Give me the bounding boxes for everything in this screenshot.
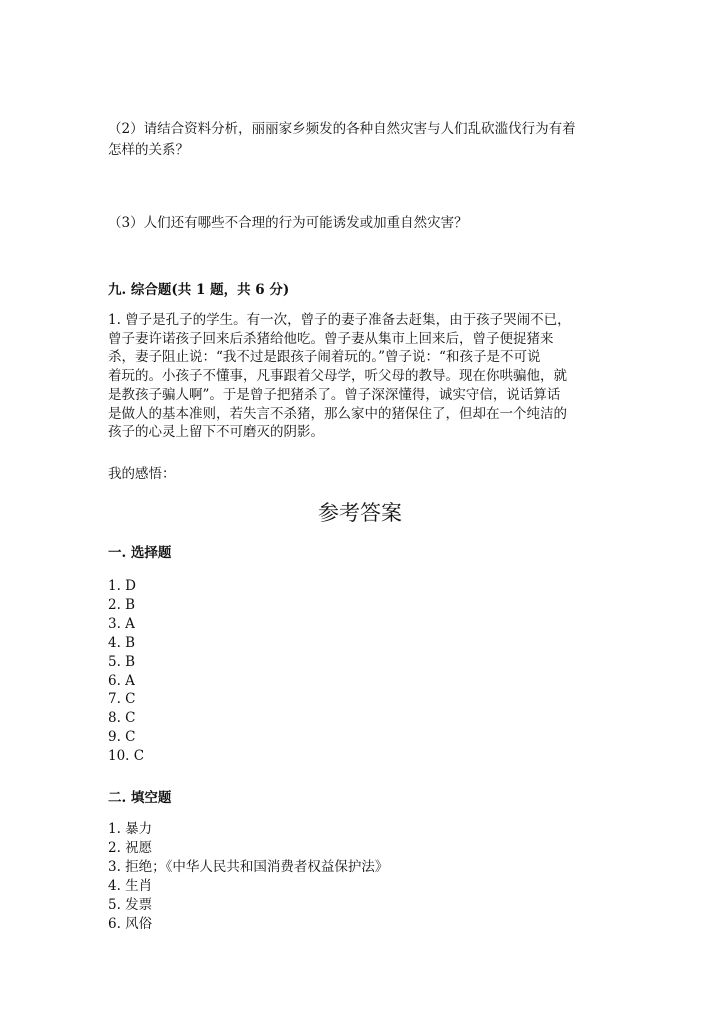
fill-heading: 二. 填空题 bbox=[108, 790, 172, 806]
answer-item: 6. A bbox=[108, 672, 135, 689]
paragraph-line: 孩子的心灵上留下不可磨灭的阴影。 bbox=[108, 424, 324, 441]
story-paragraph bbox=[108, 311, 608, 442]
answer-item: 4. B bbox=[108, 634, 136, 651]
paragraph-line: 是教孩子骗人啊”。于是曾子把猪杀了。曾子深深懂得，诚实守信，说话算话 bbox=[108, 386, 561, 403]
reflection-prompt: 我的感悟： bbox=[108, 466, 176, 482]
answer-item: 3. 拒绝；《中华人民共和国消费者权益保护法》 bbox=[108, 858, 389, 875]
paragraph-line: 1. 曾子是孔子的学生。有一次，曾子的妻子准备去赶集，由于孩子哭闹不已， bbox=[108, 312, 571, 328]
question-3: （3）人们还有哪些不合理的行为可能诱发或加重自然灾害？ bbox=[108, 215, 468, 231]
answer-item: 6. 风俗 bbox=[108, 915, 153, 932]
answer-item: 1. D bbox=[108, 578, 136, 594]
answer-item: 2. 祝愿 bbox=[108, 839, 153, 856]
answer-item: 7. C bbox=[108, 691, 136, 708]
answer-item: 5. B bbox=[108, 653, 136, 670]
paragraph-line: 杀，妻子阻止说：“我不过是跟孩子闹着玩的。”曾子说：“和孩子是不可说 bbox=[108, 349, 541, 366]
paragraph-line: 是做人的基本准则，若失言不杀猪，那么家中的猪保住了，但却在一个纯洁的 bbox=[108, 405, 567, 422]
answers-title: 参考答案 bbox=[318, 501, 402, 525]
answer-item: 10. C bbox=[108, 748, 145, 765]
paragraph-line: 曾子妻许诺孩子回来后杀猪给他吃。曾子妻从集市上回来后，曾子便捉猪来 bbox=[108, 330, 554, 347]
answer-item: 1. 暴力 bbox=[108, 821, 153, 837]
answer-item: 8. C bbox=[108, 710, 136, 727]
answer-item: 2. B bbox=[108, 596, 136, 613]
answer-item: 9. C bbox=[108, 729, 136, 746]
choice-answers bbox=[108, 577, 144, 766]
paragraph-line: 着玩的。小孩子不懂事，凡事跟着父母学，听父母的教导。现在你哄骗他，就 bbox=[108, 368, 567, 385]
fill-answers bbox=[108, 820, 388, 933]
question-2-line2: 怎样的关系？ bbox=[108, 142, 189, 158]
answer-item: 4. 生肖 bbox=[108, 877, 153, 894]
choice-heading: 一. 选择题 bbox=[108, 545, 172, 561]
answer-item: 3. A bbox=[108, 615, 135, 632]
answer-item: 5. 发票 bbox=[108, 896, 153, 913]
section-9-heading: 九. 综合题(共 1 题，共 6 分) bbox=[108, 282, 290, 298]
question-2-line1: （2）请结合资料分析，丽丽家乡频发的各种自然灾害与人们乱砍滥伐行为有着 bbox=[108, 121, 576, 137]
